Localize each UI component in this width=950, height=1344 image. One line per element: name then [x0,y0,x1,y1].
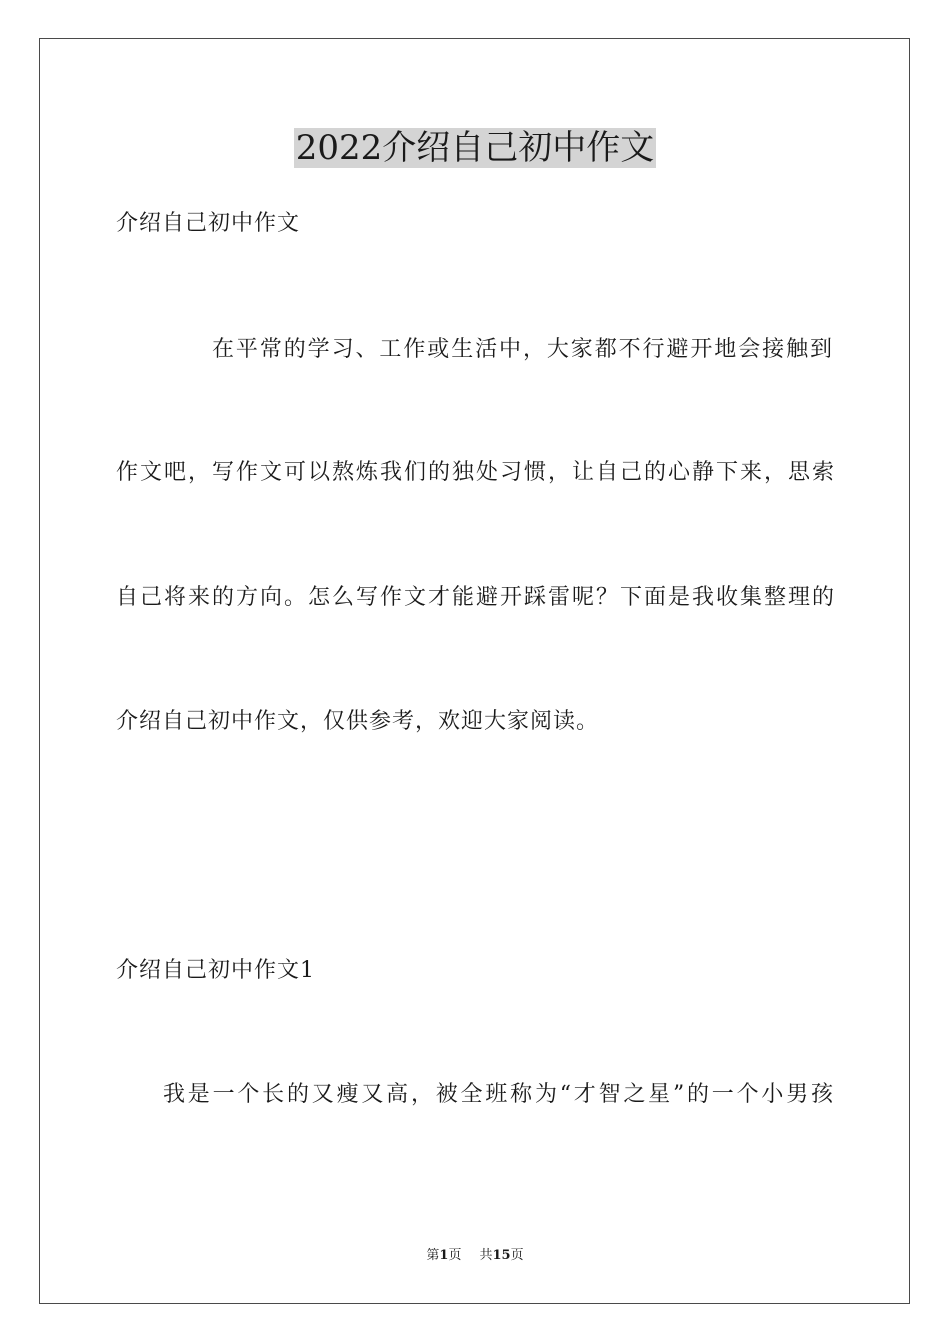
document-title-text: 2022介绍自己初中作文 [295,128,655,168]
footer-page-number: 1 [439,1248,449,1263]
intro-line-2: 作文吧，写作文可以熬炼我们的独处习惯，让自己的心静下来，思索 [116,460,834,485]
section-heading: 介绍自己初中作文1 [116,958,315,983]
footer-total-suffix: 页 [510,1248,524,1263]
intro-line-4: 介绍自己初中作文，仅供参考，欢迎大家阅读。 [116,709,600,734]
intro-line-1: 在平常的学习、工作或生活中，大家都不行避开地会接触到 [212,337,832,362]
footer-total-prefix: 共 [479,1248,493,1263]
document-title [0,126,950,170]
document-subtitle: 介绍自己初中作文 [116,211,301,236]
section-first-line: 我是一个长的又瘦又高，被全班称为“才智之星”的一个小男孩 [163,1082,833,1107]
footer-page-prefix: 第 [426,1248,440,1263]
footer-total-pages: 15 [492,1248,511,1263]
page-footer [0,1247,950,1265]
intro-line-3: 自己将来的方向。怎么写作文才能避开踩雷呢？下面是我收集整理的 [116,585,834,610]
footer-page-suffix: 页 [448,1248,462,1263]
